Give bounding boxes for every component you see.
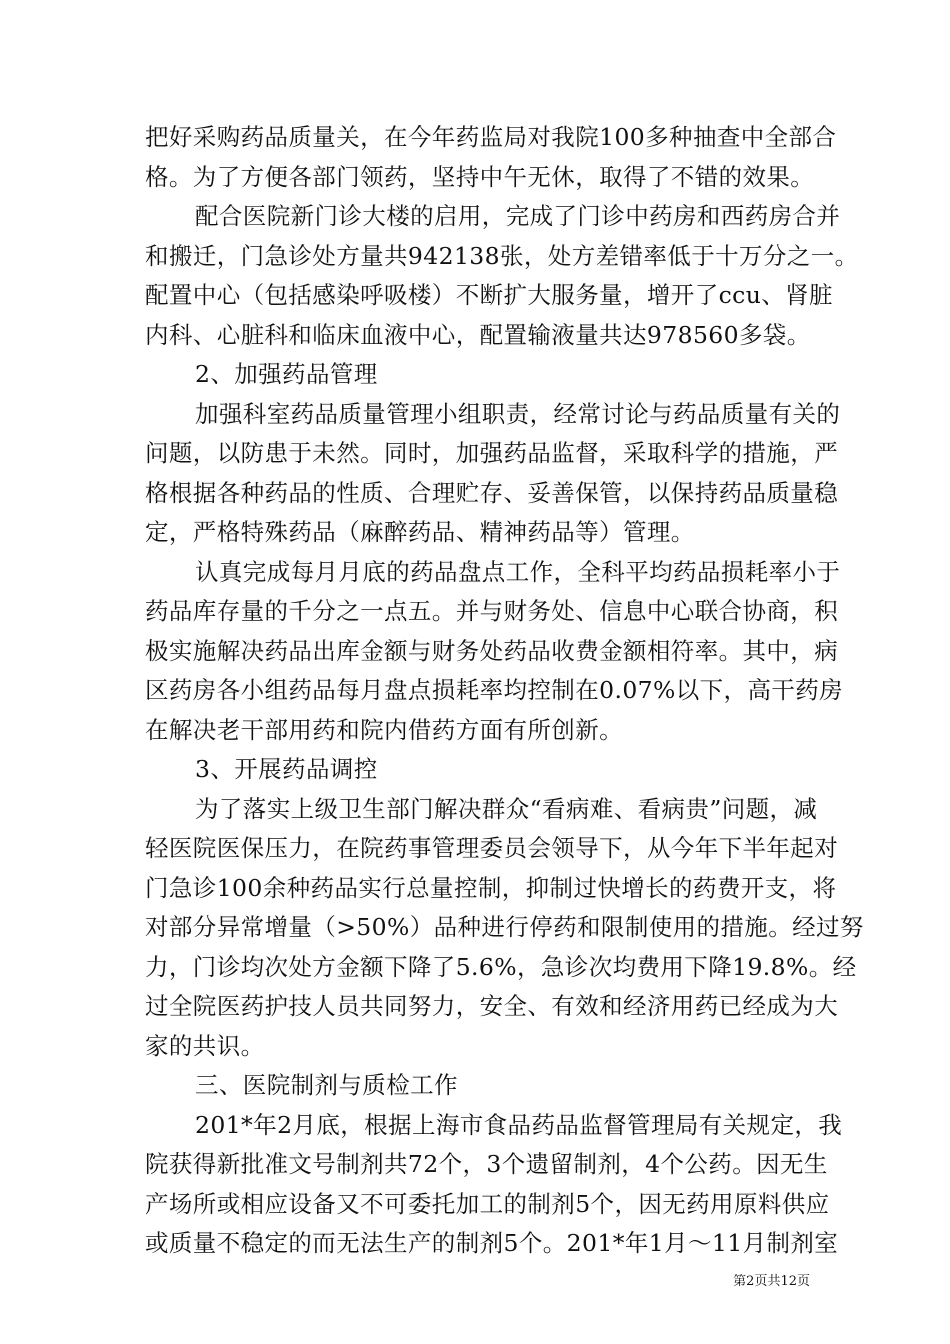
text-line: 加强科室药品质量管理小组职责，经常讨论与药品质量有关的 bbox=[195, 399, 841, 428]
text-line: 内科、心脏科和临床血液中心，配置输液量共达978560多袋。 bbox=[145, 320, 811, 349]
text-line: 格。为了方便各部门领药，坚持中午无休，取得了不错的效果。 bbox=[145, 162, 815, 191]
text-line: 问题，以防患于未然。同时，加强药品监督，采取科学的措施，严 bbox=[145, 439, 839, 467]
text-line: 力，门诊均次处方金额下降了5.6%，急诊次均费用下降19.8%。经 bbox=[145, 952, 857, 981]
text-line: 院获得新批准文号制剂共72个，3个遗留制剂，4个公药。因无生 bbox=[145, 1150, 828, 1178]
text-line: 药品库存量的千分之一点五。并与财务处、信息中心联合协商，积 bbox=[145, 597, 839, 625]
text-line: 在解决老干部用药和院内借药方面有所创新。 bbox=[145, 715, 623, 744]
text-line: 配合医院新门诊大楼的启用，完成了门诊中药房和西药房合并 bbox=[195, 202, 841, 230]
text-line: 定，严格特殊药品（麻醉药品、精神药品等）管理。 bbox=[145, 518, 695, 546]
document-body bbox=[145, 118, 864, 1264]
text-line: 轻医院医保压力，在院药事管理委员会领导下，从今年下半年起对 bbox=[145, 834, 839, 862]
text-line: 和搬迁，门急诊处方量共942138张，处方差错率低于十万分之一。 bbox=[145, 241, 859, 270]
text-line: 三、医院制剂与质检工作 bbox=[195, 1071, 458, 1099]
text-line: 2、加强药品管理 bbox=[195, 360, 378, 388]
text-line: 或质量不稳定的而无法生产的制剂5个。201*年1月～11月制剂室 bbox=[145, 1229, 839, 1257]
page-number: 第2页共12页 bbox=[733, 1274, 810, 1289]
text-line: 极实施解决药品出库金额与财务处药品收费金额相符率。其中，病 bbox=[145, 636, 839, 665]
text-line: 3、开展药品调控 bbox=[195, 755, 378, 783]
text-line: 认真完成每月月底的药品盘点工作，全科平均药品损耗率小于 bbox=[195, 557, 841, 586]
text-line: 门急诊100余种药品实行总量控制，抑制过快增长的药费开支，将 bbox=[145, 873, 837, 902]
text-line: 对部分异常增量（>50%）品种进行停药和限制使用的措施。经过努 bbox=[145, 913, 864, 941]
text-line: 过全院医药护技人员共同努力，安全、有效和经济用药已经成为大 bbox=[145, 992, 839, 1020]
text-line: 201*年2月底，根据上海市食品药品监督管理局有关规定，我 bbox=[195, 1110, 843, 1139]
text-line: 格根据各种药品的性质、合理贮存、妥善保管，以保持药品质量稳 bbox=[145, 478, 839, 507]
text-line: 产场所或相应设备又不可委托加工的制剂5个，因无药用原料供应 bbox=[145, 1189, 830, 1218]
text-line: 家的共识。 bbox=[145, 1031, 265, 1060]
text-line: 为了落实上级卫生部门解决群众“看病难、看病贵”问题，减 bbox=[195, 794, 818, 823]
text-line: 区药房各小组药品每月盘点损耗率均控制在0.07%以下，高干药房 bbox=[145, 676, 844, 704]
text-line: 把好采购药品质量关，在今年药监局对我院100多种抽查中全部合 bbox=[145, 123, 837, 151]
text-line: 配置中心（包括感染呼吸楼）不断扩大服务量，增开了ccu、肾脏 bbox=[145, 281, 833, 309]
